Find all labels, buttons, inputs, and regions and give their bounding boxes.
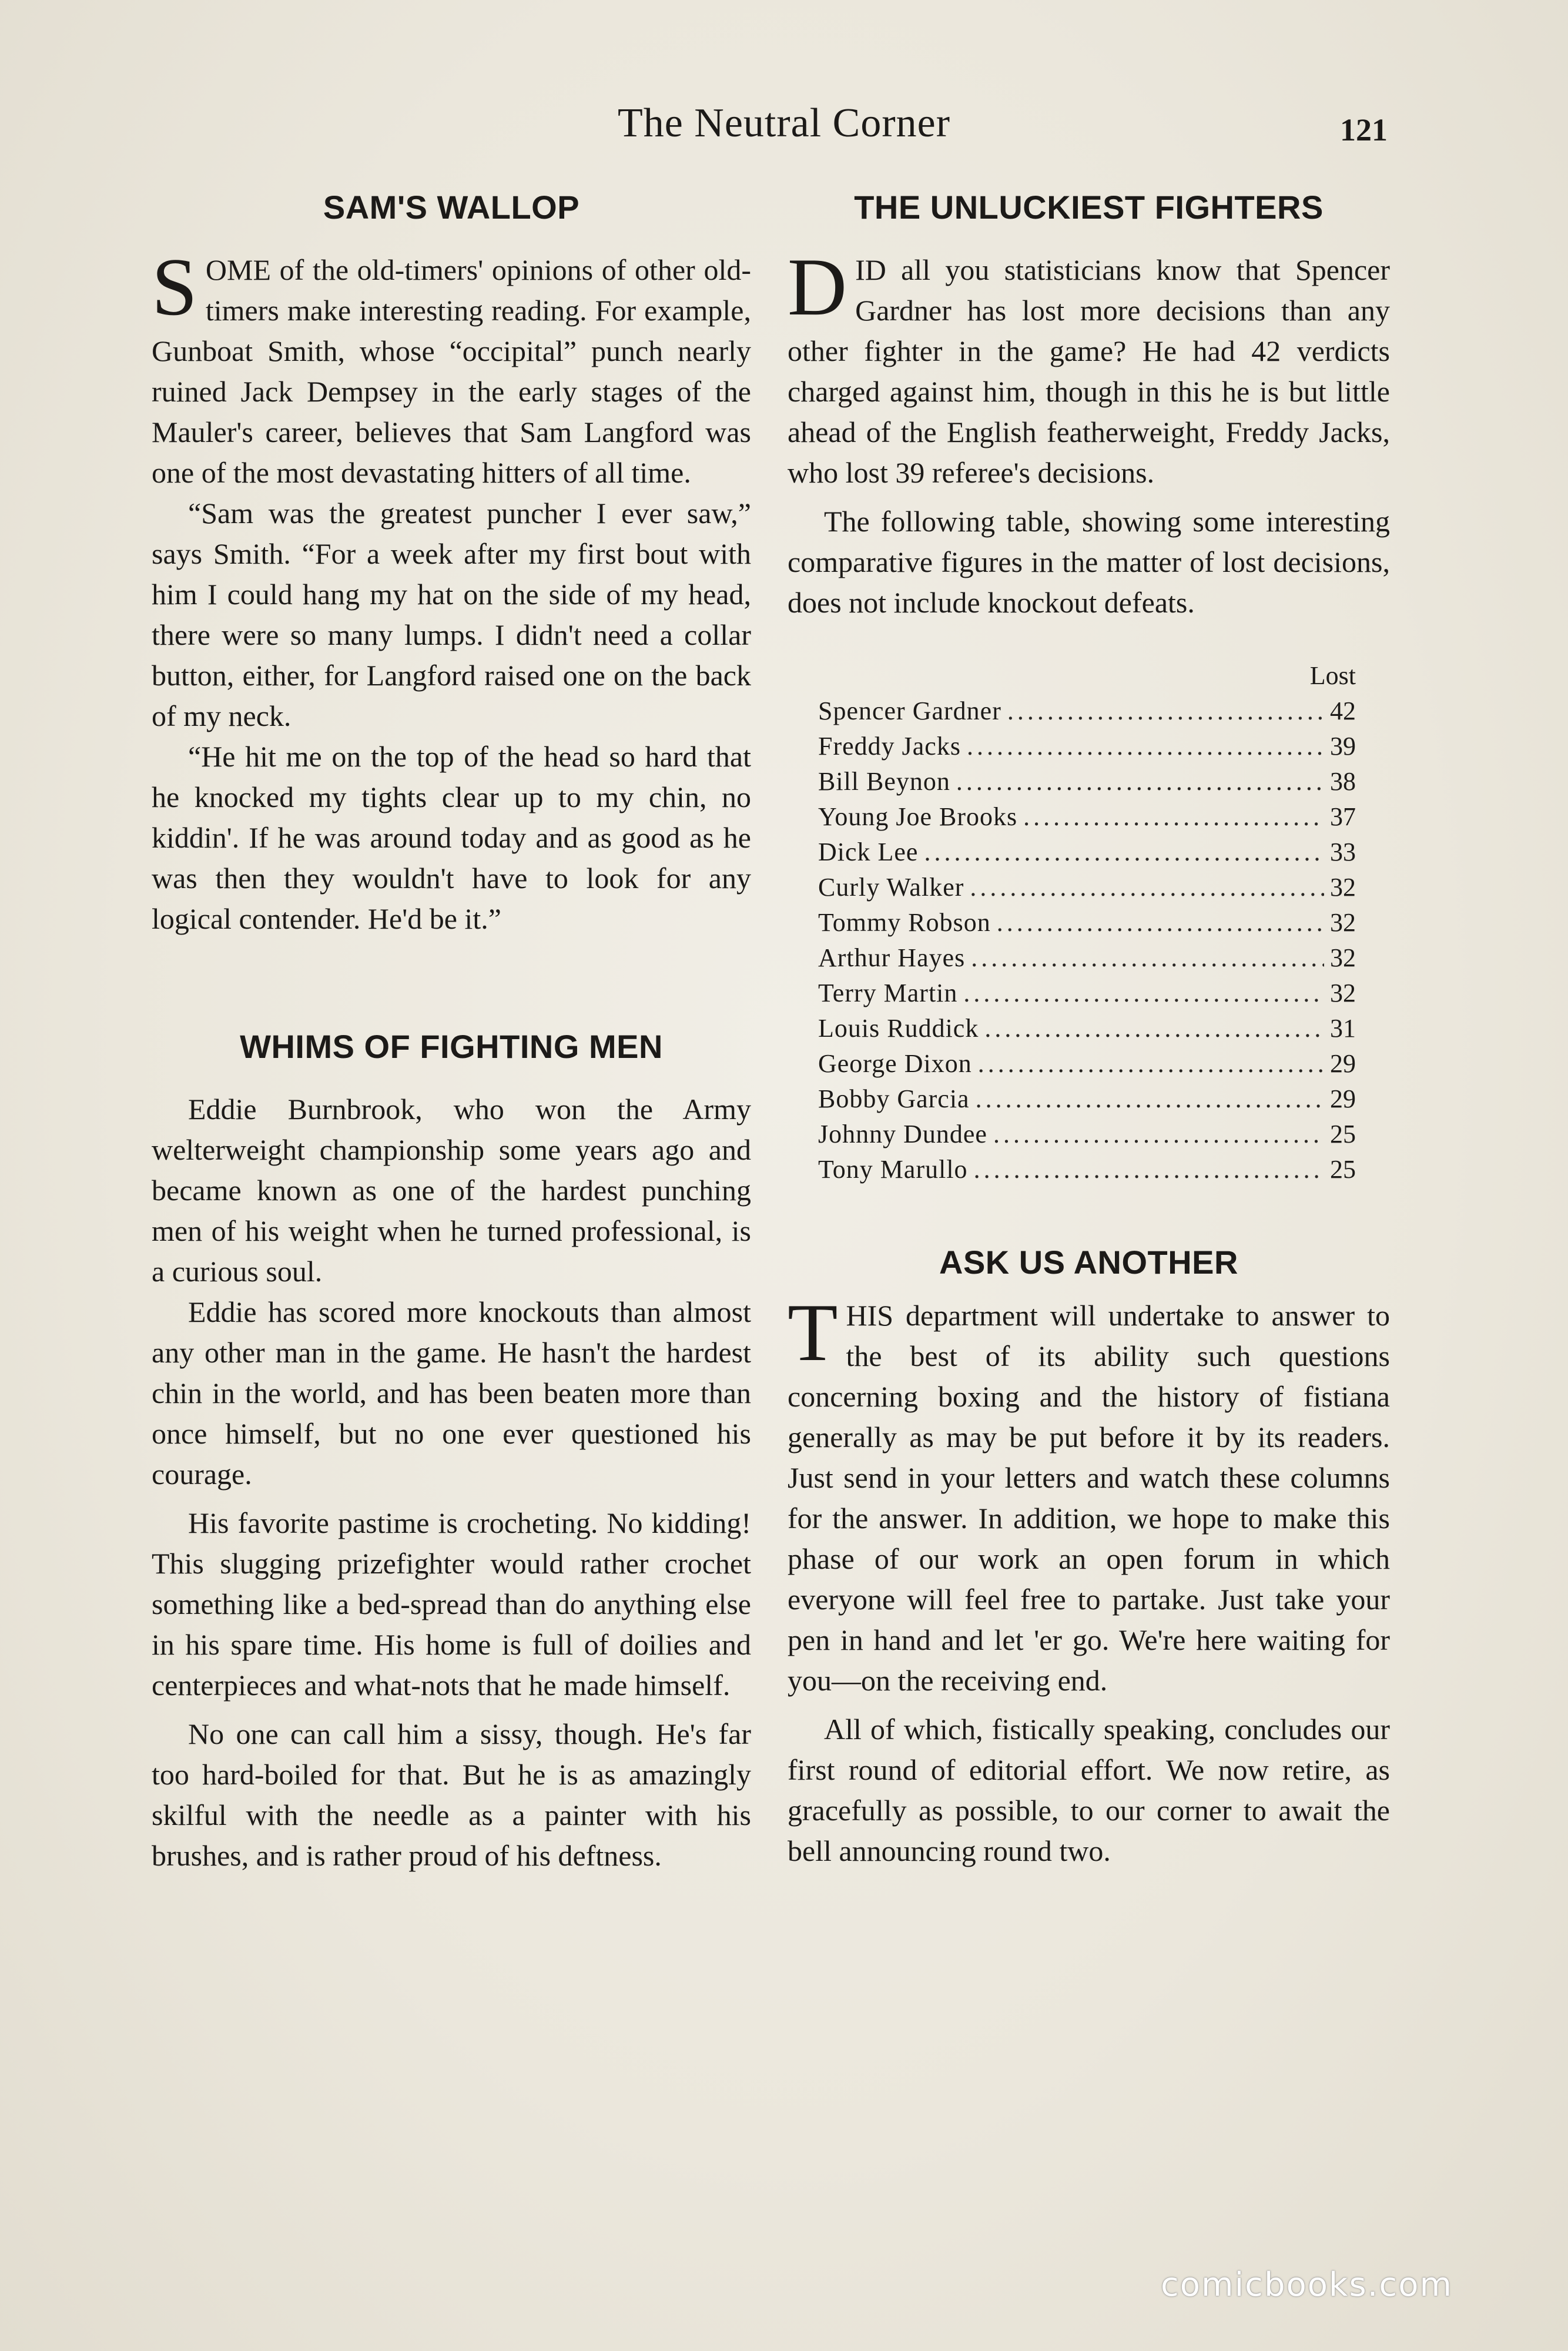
lost-count: 37 (1330, 802, 1356, 831)
lost-count: 29 (1330, 1084, 1356, 1113)
paragraph: Eddie Burnbrook, who won the Army welterweight championship some years ago and became known as one of the hardest punching men of his weight when he turned professional, is a curious soul. (152, 1093, 751, 1288)
fighter-name: Young Joe Brooks (818, 802, 1018, 831)
article-ask-us-another (788, 1243, 1390, 1871)
leader-dots (978, 1046, 1324, 1081)
fighter-name: Arthur Hayes (818, 943, 966, 972)
table-row (818, 905, 1356, 940)
leader-dots (971, 940, 1324, 976)
leader-dots (963, 976, 1324, 1011)
drop-cap: T (788, 1287, 838, 1378)
leader-dots (993, 1117, 1324, 1152)
heading-sams-wallop: SAM'S WALLOP (323, 189, 580, 226)
table-row (818, 976, 1356, 1011)
fighter-name: Tony Marullo (818, 1155, 968, 1184)
heading-whims: WHIMS OF FIGHTING MEN (240, 1028, 663, 1065)
table-row (818, 1011, 1356, 1046)
fighter-name: Bobby Garcia (818, 1084, 970, 1113)
paragraph: No one can call him a sissy, though. He's far too hard-boiled for that. But he is as amazingly skilful with the needle as a painter with his brushes, and is rather proud of his deftness. (152, 1717, 751, 1872)
leader-dots (997, 905, 1324, 940)
paragraph (152, 242, 751, 493)
table-row (818, 694, 1356, 729)
article-unluckiest (788, 188, 1390, 623)
lost-count: 32 (1330, 873, 1356, 902)
paragraph (788, 1287, 1390, 1701)
fighter-name: Johnny Dundee (818, 1120, 987, 1148)
heading-ask-us-another: ASK US ANOTHER (939, 1244, 1238, 1281)
lost-count: 29 (1330, 1049, 1356, 1078)
fighter-name: Curly Walker (818, 873, 964, 902)
leader-dots (974, 1152, 1324, 1187)
lost-count: 39 (1330, 732, 1356, 761)
fighter-name: Spencer Gardner (818, 696, 1001, 725)
paragraph: “Sam was the greatest puncher I ever saw,” says Smith. “For a week after my first bout with him I could hang my hat on the side of my head, there were so many lumps. I didn't need a collar button, either, for Langford raised one on the back of my neck. (152, 497, 751, 732)
leader-dots (976, 1081, 1324, 1117)
lost-count: 31 (1330, 1014, 1356, 1043)
leader-dots (970, 870, 1324, 905)
fighter-name: Louis Ruddick (818, 1014, 979, 1043)
table-row (818, 1152, 1356, 1187)
table-row (818, 835, 1356, 870)
table-body (818, 694, 1356, 1187)
table-row (818, 940, 1356, 976)
leader-dots (956, 764, 1324, 799)
leader-dots (967, 729, 1324, 764)
table-row (818, 1117, 1356, 1152)
leader-dots (1007, 694, 1324, 729)
leader-dots (984, 1011, 1324, 1046)
fighter-name: Freddy Jacks (818, 732, 961, 761)
table-row (818, 799, 1356, 835)
running-head: The Neutral Corner (617, 101, 951, 146)
lost-count: 32 (1330, 979, 1356, 1007)
paragraph-text: ID all you statisticians know that Spencer Gardner has lost more decisions than any other fighter in the game? He had 42 verdicts charged against him, though in this he is but little ahead of the English featherweight, Freddy Jacks, who lost 39 referee's decisions. (788, 253, 1390, 489)
lost-count: 33 (1330, 838, 1356, 866)
paragraph: “He hit me on the top of the head so hard that he knocked my tights clear up to my chin, no kiddin'. If he was around today and as good as he was then they wouldn't have to look for any logical contender. He'd be it.” (152, 740, 751, 935)
table-row (818, 1046, 1356, 1081)
paragraph: Eddie has scored more knockouts than almost any other man in the game. He hasn't the hardest chin in the world, and has been beaten more than once himself, but no one ever questioned his courage. (152, 1295, 751, 1491)
left-column (152, 188, 751, 1876)
table-row (818, 764, 1356, 799)
fighter-name: George Dixon (818, 1049, 972, 1078)
paragraph-text: HIS department will undertake to answer to the best of its ability such questions concerning boxing and the history of fistiana generally as may be put before it by its readers. Just send in your letters and watch these columns for the answer. In addition, we hope to make this phase of our work an open forum in which everyone will feel free to partake. Just take your pen in hand and let 'er go. We're here waiting for you—on the receiving end. (788, 1299, 1390, 1697)
lost-count: 32 (1330, 943, 1356, 972)
leader-dots (924, 835, 1324, 870)
table-row (818, 870, 1356, 905)
page-number: 121 (1340, 112, 1388, 148)
paragraph (788, 242, 1390, 493)
lost-decisions-table (818, 658, 1356, 1187)
article-sams-wallop (152, 188, 751, 939)
table-row (818, 1081, 1356, 1117)
paragraph: His favorite pastime is crocheting. No kidding! This slugging prizefighter would rather crochet something like a bed-spread than do anything else in his spare time. His home is full of doilies and centerpieces and what-nots that he made himself. (152, 1506, 751, 1702)
right-column (788, 188, 1390, 1871)
fighter-name: Dick Lee (818, 838, 919, 866)
table-row (818, 729, 1356, 764)
paragraph-text: OME of the old-timers' opinions of other old-timers make interesting reading. For example, Gunboat Smith, whose “occipital” punch nearly ruined Jack Dempsey in the early stages of the Mauler's career, believes that Sam Langford was one of the most devastating hitters of all time. (152, 253, 751, 489)
lost-count: 38 (1330, 767, 1356, 796)
section-spacer (152, 939, 751, 1027)
article-whims (152, 1027, 751, 1876)
lost-count: 32 (1330, 908, 1356, 937)
lost-count: 42 (1330, 696, 1356, 725)
paragraph: The following table, showing some interesting comparative figures in the matter of lost decisions, does not include knockout defeats. (788, 505, 1390, 619)
lost-count: 25 (1330, 1155, 1356, 1184)
section-spacer (788, 1187, 1390, 1243)
lost-count: 25 (1330, 1120, 1356, 1148)
table-header: Lost (1309, 661, 1356, 690)
paragraph: All of which, fistically speaking, concludes our first round of editorial effort. We now retire, as gracefully as possible, to our corner to await the bell announcing round two. (788, 1713, 1390, 1867)
fighter-name: Terry Martin (818, 979, 958, 1007)
leader-dots (1023, 799, 1324, 835)
drop-cap: S (152, 242, 197, 333)
fighter-name: Bill Beynon (818, 767, 950, 796)
watermark: comicbooks.com (1161, 2266, 1453, 2304)
heading-unluckiest: THE UNLUCKIEST FIGHTERS (854, 189, 1324, 226)
fighter-name: Tommy Robson (818, 908, 991, 937)
drop-cap: D (788, 242, 847, 333)
